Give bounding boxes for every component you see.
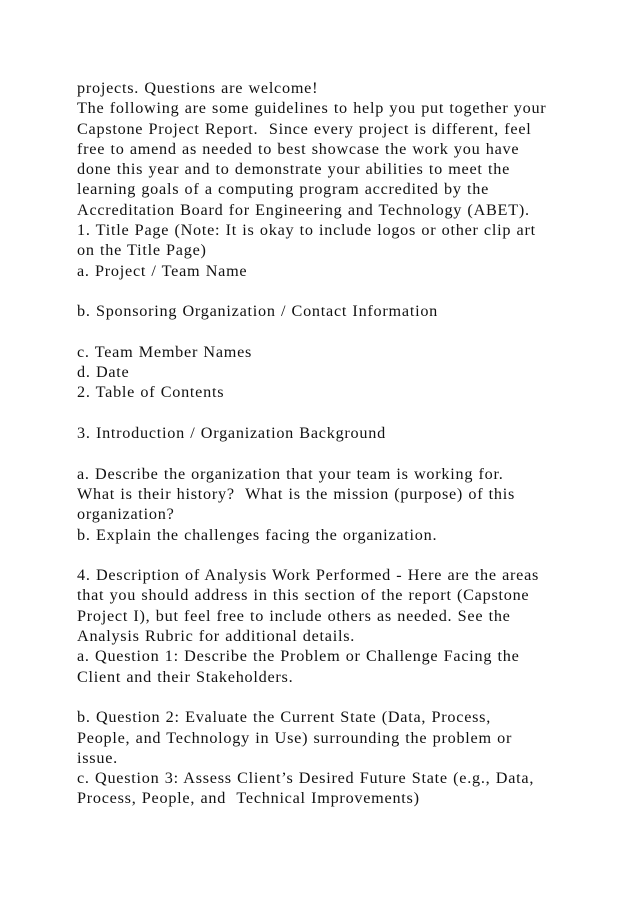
text-line: that you should address in this section of the report (Capstone: [77, 586, 530, 605]
text-line: The following are some guidelines to help you put together your: [77, 99, 547, 118]
text-line: Capstone Project Report. Since every project is different, feel: [77, 119, 532, 138]
sub-item-question-3: c. Question 3: Assess Client’s Desired Future State (e.g., Data,: [77, 769, 535, 788]
sub-item-question-2: b. Question 2: Evaluate the Current State (Data, Process,: [77, 708, 492, 727]
text-line: issue.: [77, 748, 118, 767]
list-item-introduction: 3. Introduction / Organization Background: [77, 424, 386, 443]
sub-item-sponsoring-organization: b. Sponsoring Organization / Contact Information: [77, 302, 439, 321]
list-item-analysis-work: 4. Description of Analysis Work Performed - Here are the areas: [77, 566, 540, 585]
blank-line: [77, 403, 617, 423]
text-line: Client and their Stakeholders.: [77, 667, 294, 686]
text-line: projects. Questions are welcome!: [77, 79, 319, 97]
blank-line: [77, 545, 617, 565]
sub-item-team-member-names: c. Team Member Names: [77, 342, 253, 361]
text-line: Process, People, and Technical Improvements): [77, 789, 420, 808]
sub-item-date: d. Date: [77, 363, 130, 382]
sub-item-question-1: a. Question 1: Describe the Problem or Challenge Facing the: [77, 647, 520, 666]
blank-line: [77, 443, 617, 463]
text-line: Project I), but feel free to include others as needed. See the: [77, 606, 511, 625]
text-line: organization?: [77, 505, 175, 524]
text-line: on the Title Page): [77, 241, 207, 260]
sub-item-explain-challenges: b. Explain the challenges facing the organization.: [77, 525, 438, 544]
text-line: Accreditation Board for Engineering and Technology (ABET).: [77, 200, 530, 219]
text-line: What is their history? What is the mission (purpose) of this: [77, 484, 516, 503]
list-item-table-of-contents: 2. Table of Contents: [77, 383, 225, 402]
sub-item-project-team-name: a. Project / Team Name: [77, 261, 248, 280]
text-line: Analysis Rubric for additional details.: [77, 627, 356, 646]
text-line: People, and Technology in Use) surrounding the problem or: [77, 728, 513, 747]
document-body: [77, 78, 617, 809]
sub-item-describe-organization: a. Describe the organization that your team is working for.: [77, 464, 504, 483]
list-item-title-page: 1. Title Page (Note: It is okay to include logos or other clip art: [77, 221, 536, 240]
blank-line: [77, 322, 617, 342]
blank-line: [77, 281, 617, 301]
text-line: done this year and to demonstrate your abilities to meet the: [77, 160, 510, 179]
text-line: learning goals of a computing program accredited by the: [77, 180, 490, 199]
text-line: free to amend as needed to best showcase the work you have: [77, 139, 520, 158]
blank-line: [77, 687, 617, 707]
